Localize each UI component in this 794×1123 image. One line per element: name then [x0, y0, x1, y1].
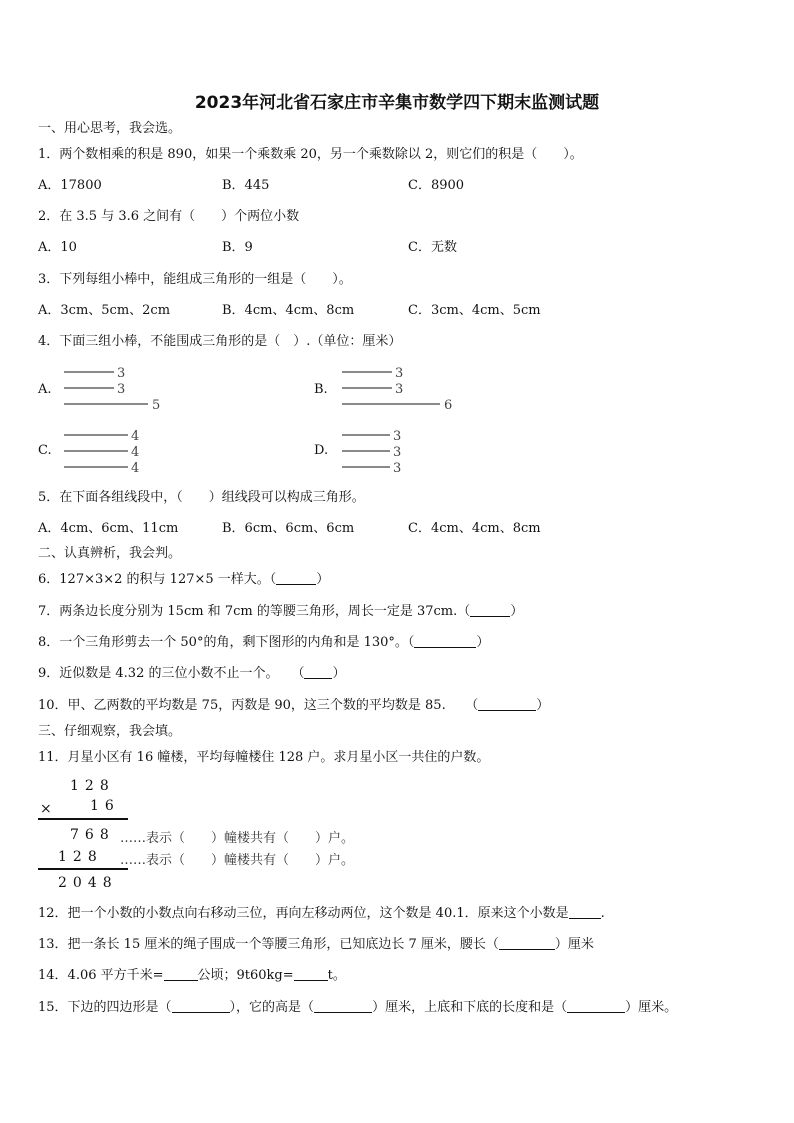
q4-option-d-label[interactable]: D. — [314, 443, 329, 458]
q8-text: 8．一个三角形剪去一个 50°的角，剩下图形的内角和是 130°。（ — [38, 635, 415, 650]
mult-row-3: 768 — [70, 827, 115, 843]
section-heading-1: 一、用心思考，我会选。 — [38, 121, 182, 136]
q8-close: ） — [476, 635, 490, 650]
q14-text-2: 公顷；9t60kg= — [197, 968, 294, 983]
q10-text: 10．甲、乙两数的平均数是 75，丙数是 90，这三个数的平均数是 85. （ — [38, 698, 479, 713]
q10-answer-blank[interactable] — [478, 698, 536, 711]
question-12 — [38, 906, 605, 922]
mult-row-4: 128 — [58, 849, 103, 865]
q8-answer-blank[interactable] — [414, 635, 476, 648]
q9-answer-blank[interactable] — [304, 666, 332, 679]
q14-answer-blank-2[interactable] — [294, 968, 328, 981]
q3-option-b[interactable]: B．4cm、4cm、8cm — [222, 303, 355, 318]
question-15 — [38, 1000, 677, 1016]
q5-option-c[interactable]: C．4cm、4cm、8cm — [408, 521, 541, 536]
q4-c-stick-3-label: 4 — [131, 461, 140, 476]
q4-b-stick-3-label: 6 — [444, 398, 453, 413]
q4-option-c-label[interactable]: C. — [38, 443, 52, 458]
q10-close: ） — [536, 698, 550, 713]
q12-text: 12．把一个小数的小数点向右移动三位，再向左移动两位，这个数是 40.1．原来这个小数是 — [38, 906, 569, 921]
q4-option-b-label[interactable]: B. — [314, 382, 328, 397]
q4-option-a-label[interactable]: A. — [38, 382, 52, 397]
q1-option-a[interactable]: A．17800 — [38, 178, 102, 193]
q4-a-stick-1-label: 3 — [117, 366, 126, 381]
mult-row-5: 2048 — [58, 875, 118, 891]
q15-answer-blank-3[interactable] — [567, 1000, 625, 1013]
q14-text-1: 14．4.06 平方千米= — [38, 968, 164, 983]
q7-text: 7．两条边长度分别为 15cm 和 7cm 的等腰三角形，周长一定是 37cm.（ — [38, 604, 471, 619]
question-8 — [38, 635, 489, 651]
q14-answer-blank-1[interactable] — [164, 968, 198, 981]
page-title: 2023年河北省石家庄市辛集市数学四下期末监测试题 — [194, 93, 600, 113]
q15-text-1: 15．下边的四边形是（ — [38, 1000, 172, 1015]
q1-option-b[interactable]: B．445 — [222, 178, 270, 193]
q1-option-c[interactable]: C．8900 — [408, 178, 465, 193]
q4-sticks-d — [340, 428, 450, 478]
q4-c-stick-1-label: 4 — [131, 429, 140, 444]
q2-option-a[interactable]: A．10 — [38, 240, 77, 255]
q6-text: 6．127×3×2 的积与 127×5 一样大。（ — [38, 572, 277, 587]
q2-option-b[interactable]: B．9 — [222, 240, 253, 255]
q4-sticks-a — [62, 365, 172, 415]
question-9 — [38, 666, 346, 682]
question-11: 11．月星小区有 16 幢楼，平均每幢楼住 128 户。求月星小区一共住的户数。 — [38, 750, 490, 765]
q4-b-stick-1-label: 3 — [395, 366, 404, 381]
question-3: 3．下列每组小棒中，能组成三角形的一组是（ ）。 — [38, 272, 352, 287]
q6-close: ） — [316, 572, 330, 587]
question-14 — [38, 968, 346, 984]
question-10 — [38, 698, 549, 714]
q4-c-stick-2-label: 4 — [131, 445, 140, 460]
question-1: 1．两个数相乘的积是 890，如果一个乘数乘 20，另一个乘数除以 2，则它们的积是（ ）。 — [38, 147, 583, 162]
q3-option-c[interactable]: C．3cm、4cm、5cm — [408, 303, 541, 318]
q15-answer-blank-1[interactable] — [172, 1000, 230, 1013]
question-2: 2．在 3.5 与 3.6 之间有（ ）个两位小数 — [38, 209, 300, 224]
mult-row-2: 16 — [90, 798, 120, 814]
q12-answer-blank[interactable] — [569, 906, 601, 919]
q9-close: ） — [332, 666, 346, 681]
q13-end: ）厘米 — [554, 937, 594, 952]
q15-end: ）厘米。 — [625, 1000, 678, 1015]
q13-text: 13．把一条长 15 厘米的绳子围成一个等腰三角形，已知底边长 7 厘米，腰长（ — [38, 937, 499, 952]
q4-a-stick-3-label: 5 — [152, 398, 161, 413]
q4-d-stick-1-label: 3 — [393, 429, 402, 444]
q14-end: t。 — [327, 968, 346, 983]
q4-a-stick-2-label: 3 — [117, 382, 126, 397]
q15-text-3: ）厘米，上底和下底的长度和是（ — [372, 1000, 568, 1015]
q4-d-stick-3-label: 3 — [393, 461, 402, 476]
mult-row-1: 128 — [70, 778, 115, 794]
section-heading-3: 三、仔细观察，我会填。 — [38, 724, 182, 739]
q7-close: ） — [510, 604, 524, 619]
q4-d-stick-2-label: 3 — [393, 445, 402, 460]
q4-sticks-c — [62, 428, 172, 478]
q5-option-b[interactable]: B．6cm、6cm、6cm — [222, 521, 355, 536]
mult-note-2: ……表示（ ）幢楼共有（ ）户。 — [120, 853, 355, 868]
mult-rule-1 — [38, 818, 128, 820]
q2-option-c[interactable]: C．无数 — [408, 240, 457, 255]
section-heading-2: 二、认真辨析，我会判。 — [38, 546, 182, 561]
q3-option-a[interactable]: A．3cm、5cm、2cm — [38, 303, 171, 318]
question-5: 5．在下面各组线段中，（ ）组线段可以构成三角形。 — [38, 490, 365, 505]
question-4: 4．下面三组小棒，不能围成三角形的是（ ）.（单位：厘米） — [38, 334, 402, 349]
q15-answer-blank-2[interactable] — [314, 1000, 372, 1013]
mult-rule-2 — [38, 868, 128, 870]
q12-end: . — [600, 906, 605, 921]
mult-note-1: ……表示（ ）幢楼共有（ ）户。 — [120, 831, 355, 846]
question-13 — [38, 937, 594, 953]
q9-text: 9．近似数是 4.32 的三位小数不止一个。 （ — [38, 666, 305, 681]
q4-b-stick-2-label: 3 — [395, 382, 404, 397]
q5-option-a[interactable]: A．4cm、6cm、11cm — [38, 521, 179, 536]
q13-answer-blank[interactable] — [499, 937, 555, 950]
question-6 — [38, 572, 329, 588]
q6-answer-blank[interactable] — [276, 572, 316, 585]
question-7 — [38, 604, 523, 620]
q7-answer-blank[interactable] — [470, 604, 510, 617]
q15-text-2: ），它的高是（ — [229, 1000, 315, 1015]
mult-times-sign: × — [40, 801, 58, 817]
q4-sticks-b — [340, 365, 470, 415]
